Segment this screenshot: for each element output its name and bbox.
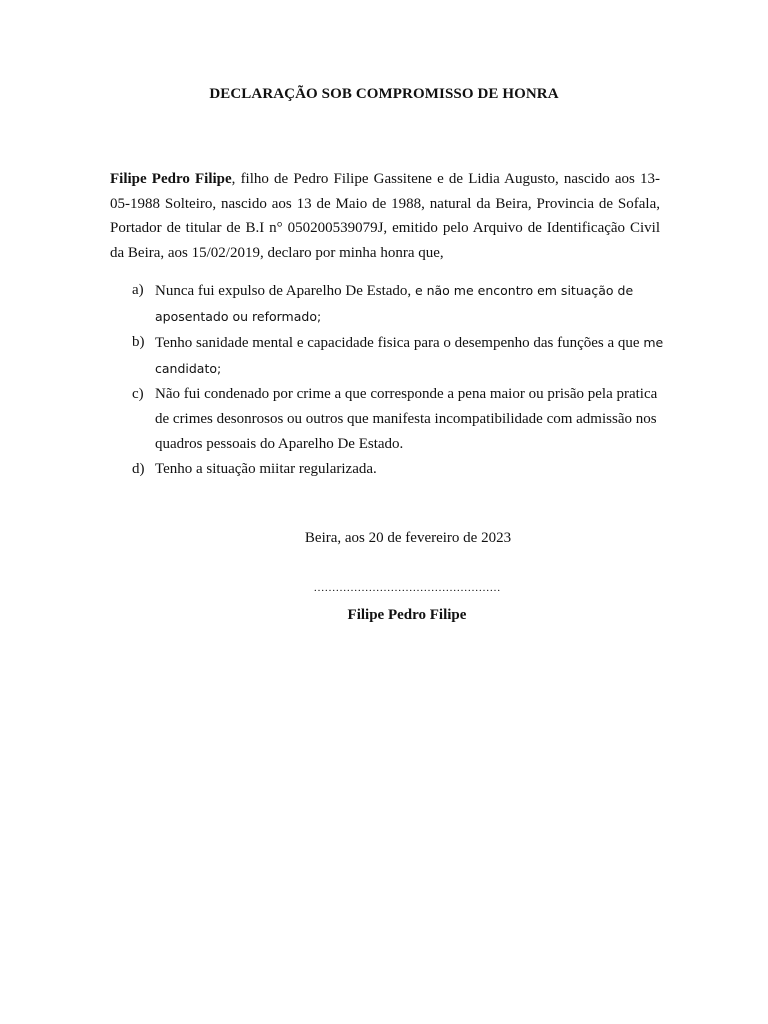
list-item-alt-text: e não me encontro em situação de aposentado ou reformado; <box>155 283 634 324</box>
list-item-text: Não fui condenado por crime a que corresponde a pena maior ou prisão pela pratica de crimes desonrosos ou outros que manifesta incompatibilidade com admissão nos quadros pessoais do Aparelho De Estado. <box>155 386 658 452</box>
list-marker: d) <box>132 461 145 477</box>
list-item-text: Tenho sanidade mental e capacidade fisica para o desempenho das funções a que <box>155 335 644 351</box>
document-title: DECLARAÇÃO SOB COMPROMISSO DE HONRA <box>209 86 559 102</box>
list-item <box>110 278 670 330</box>
declarant-name: Filipe Pedro Filipe <box>110 171 232 187</box>
place-and-date: Beira, aos 20 de fevereiro de 2023 <box>304 530 512 546</box>
signature-name: Filipe Pedro Filipe <box>347 607 467 623</box>
list-item <box>110 330 670 382</box>
list-marker: c) <box>132 386 144 402</box>
list-item-alt-text: me candidato; <box>155 335 664 376</box>
intro-text: , filho de Pedro Filipe Gassitene e de Lidia Augusto, nascido aos 13-05-1988 Solteiro, nascido aos 13 de Maio de 1988, natural da Beira, Provincia de Sofala, Portador de titular de B.I n° 050200539079J, emitido pelo Arquivo de Identificação Civil da Beira, aos 15/02/2019, declaro por minha honra que, <box>110 171 660 261</box>
declaration-list <box>110 278 670 482</box>
list-item <box>110 382 670 457</box>
list-item-text: Tenho a situação miitar regularizada. <box>155 461 377 477</box>
intro-paragraph <box>110 167 660 265</box>
list-marker: a) <box>132 282 144 298</box>
list-item-text: Nunca fui expulso de Aparelho De Estado, <box>155 283 415 299</box>
signature-line: …………………………………………… <box>313 582 501 594</box>
list-marker: b) <box>132 334 145 350</box>
list-item <box>110 457 670 482</box>
